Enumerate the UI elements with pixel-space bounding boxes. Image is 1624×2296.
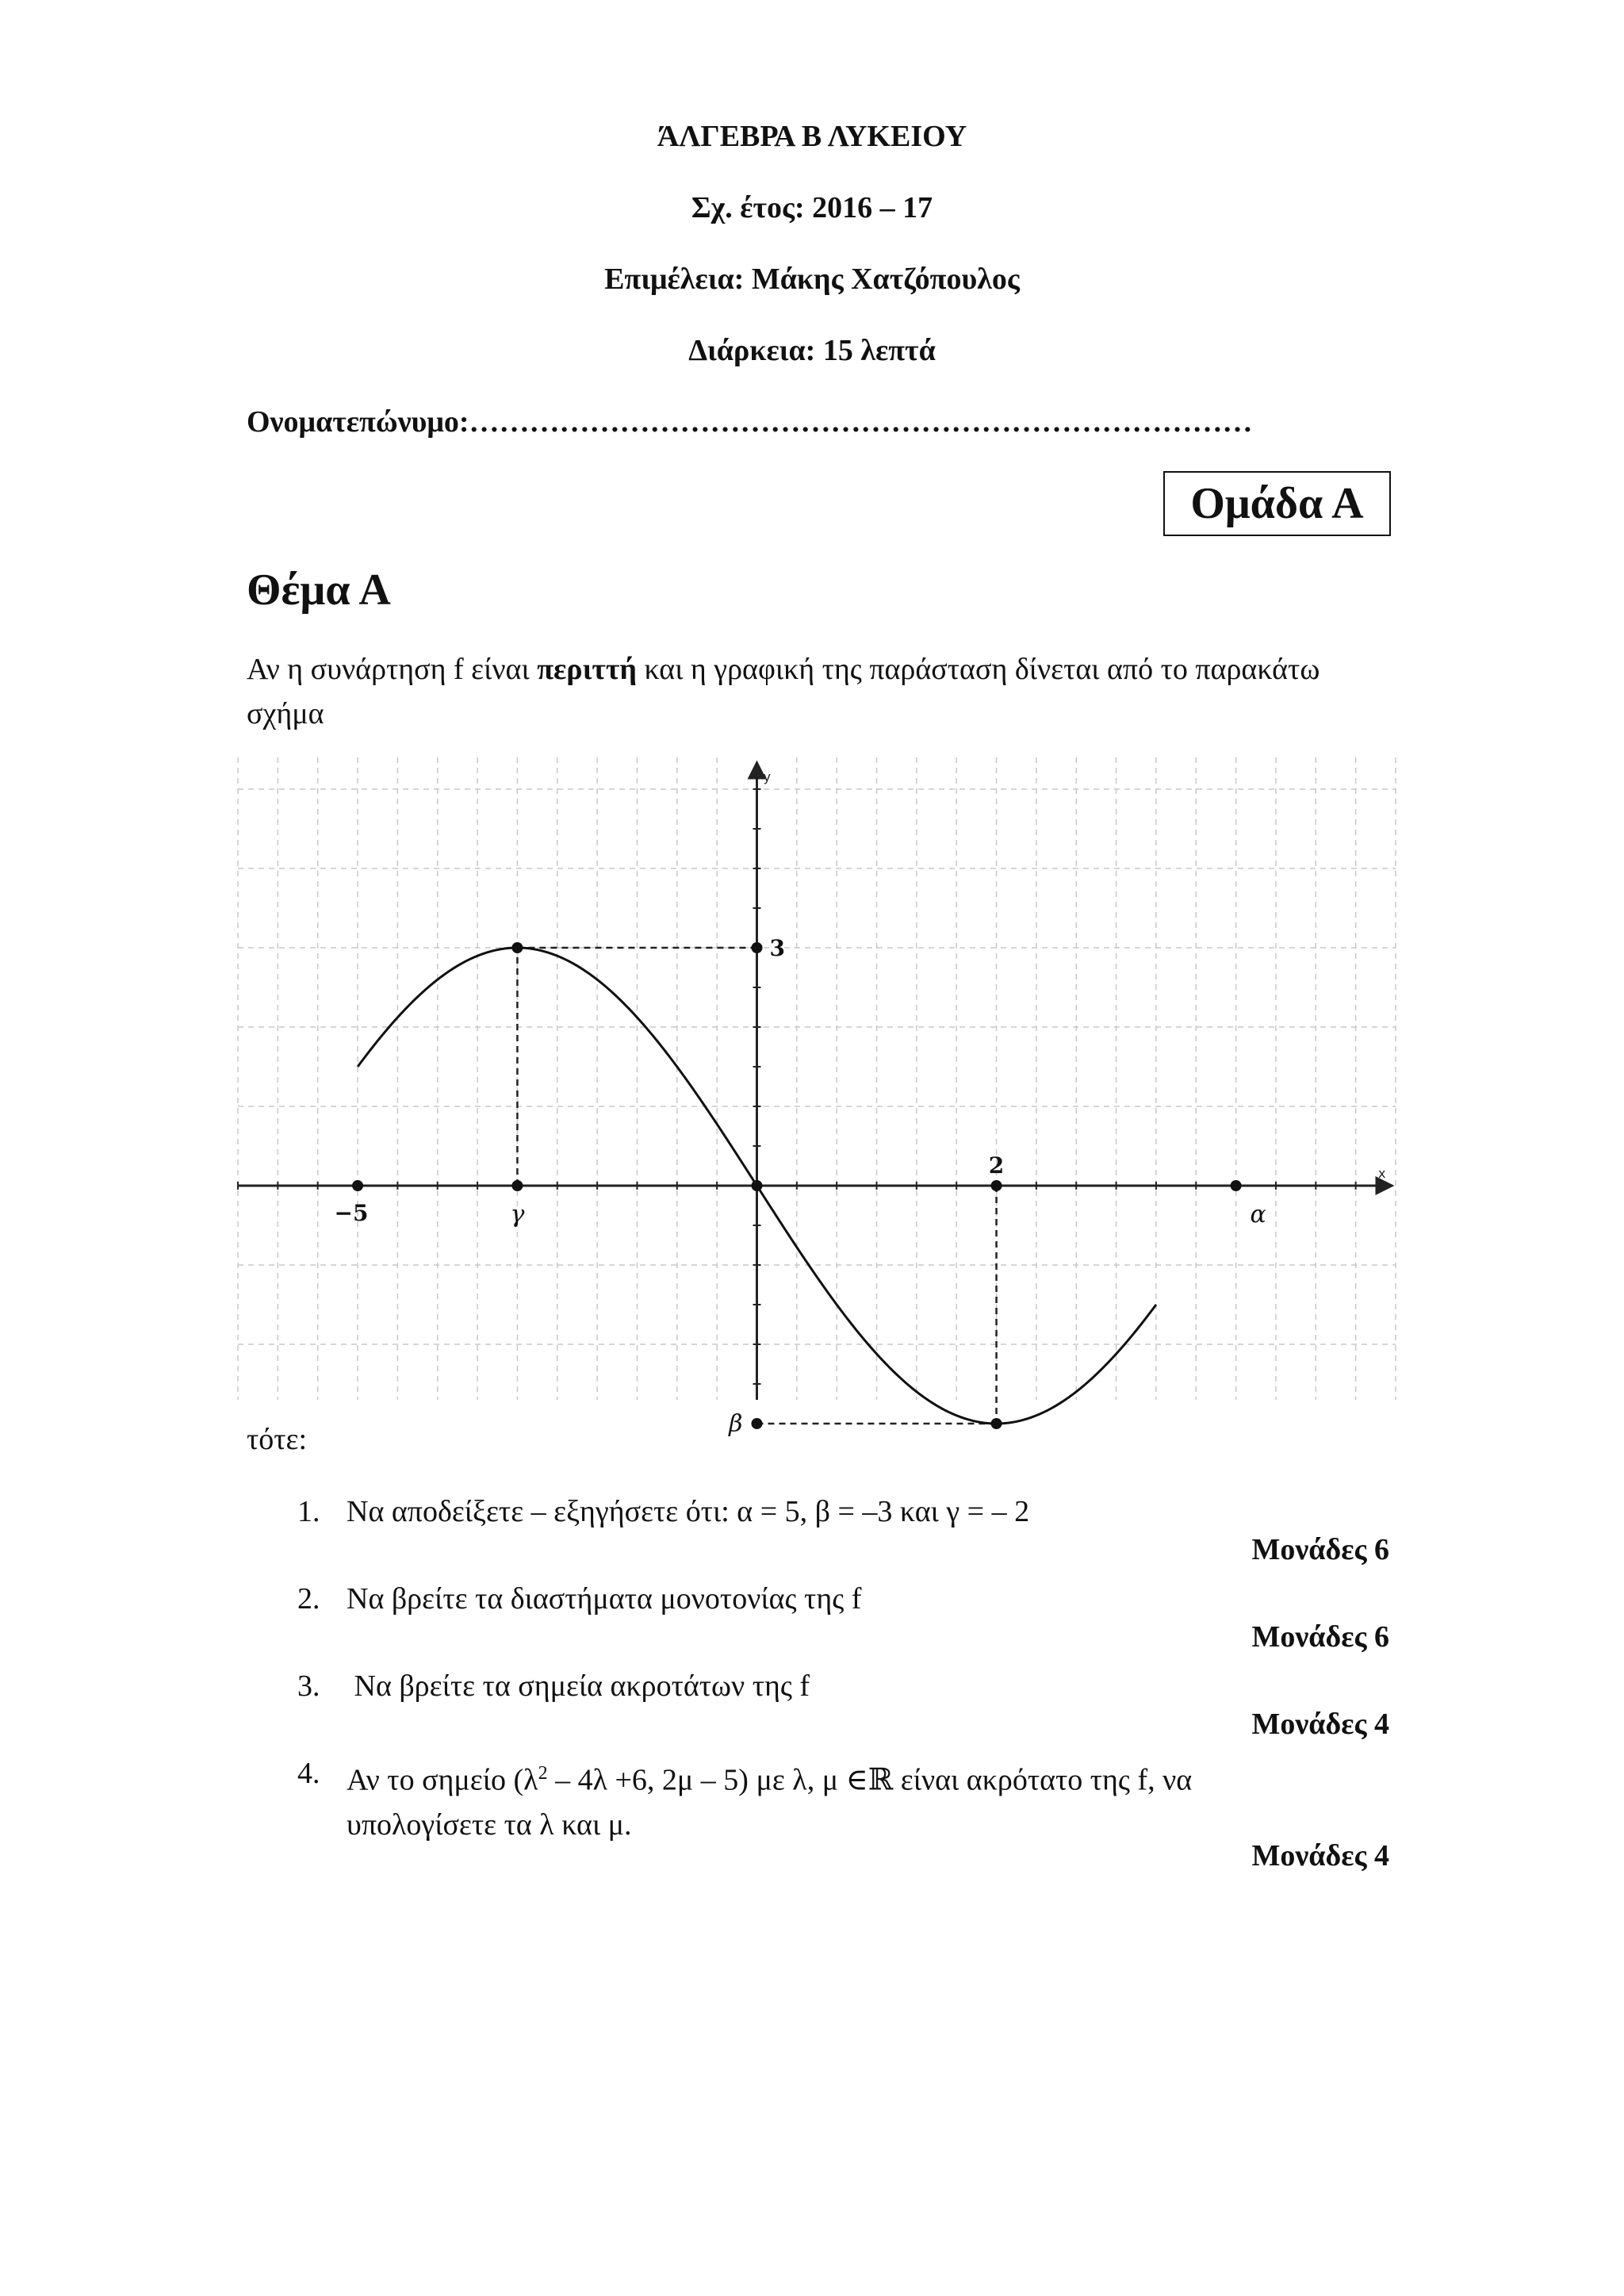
tick-label-x_two: 2 [988,1152,1005,1179]
question-number: 2. [297,1582,320,1616]
question-3 [297,1664,1392,1708]
question-text-a: Αν το σημείο (λ [347,1763,538,1797]
points-label: Μονάδες 4 [1251,1708,1389,1741]
name-field[interactable]: Ονοματεπώνυμο:…………………………………………………………………… [247,405,1253,439]
axes [238,762,1392,1400]
point-γ [511,1180,523,1191]
question-1 [297,1489,1392,1534]
question-4 [297,1751,1392,1840]
school-year: Σχ. έτος: 2016 – 17 [691,191,933,224]
question-text: Να βρείτε τα διαστήματα μονοτονίας της f [347,1582,862,1616]
x-axis-label: x [1378,1166,1386,1181]
editor: Επιμέλεια: Μάκης Χατζόπουλος [604,263,1020,296]
question-2 [297,1577,1392,1621]
point-2 [991,1180,1002,1191]
duration: Διάρκεια: 15 λεπτά [688,334,936,367]
y-axis-label: y [763,769,771,784]
point-min [991,1418,1002,1429]
group-label: Ομάδα Α [1163,471,1391,536]
intro-part2: και η γραφική της παράσταση δίνεται από το παρακάτω σχήμα [247,653,1320,730]
point-origin [751,1180,762,1191]
question-number: 4. [297,1757,320,1790]
question-text: Να αποδείξετε – εξηγήσετε ότι: α = 5, β = –3 και γ = – 2 [347,1495,1030,1528]
theme-title: Θέμα Α [247,565,391,615]
function-graph [238,757,1396,1438]
point--5 [352,1180,363,1191]
intro-bold: περιττή [537,653,637,686]
point-α [1231,1180,1242,1191]
question-number: 3. [297,1669,320,1703]
tick-label-x_gamma: γ [510,1201,525,1228]
points-label: Μονάδες 6 [1251,1620,1389,1654]
tick-label-x_alpha: α [1250,1201,1266,1228]
subject-heading: ΆΛΓΕΒΡΑ Β ΛΥΚΕΙΟΥ [657,120,967,153]
grid [238,757,1396,1400]
question-text [347,1751,1330,1847]
intro-text [247,647,1388,736]
points-label: Μονάδες 4 [1251,1839,1389,1872]
question-text: Να βρείτε τα σημεία ακροτάτων της f [347,1669,810,1703]
tick-label-y_beta: β [729,1410,743,1438]
point-β [751,1418,762,1429]
question-number: 1. [297,1495,320,1528]
point-3 [751,942,762,953]
then-label: τότε: [247,1423,308,1456]
tick-label-y_three: 3 [769,935,785,961]
tick-label-x_minus5: −5 [334,1200,369,1226]
intro-part1: Αν η συνάρτηση f είναι [247,653,538,686]
exponent: 2 [538,1763,548,1784]
points-label: Μονάδες 6 [1251,1533,1389,1566]
point-max [511,942,523,953]
question-text-b: – 4λ +6, 2μ – 5) με λ, μ ∈ℝ είναι ακρότατο της f, να υπολογίσετε τα λ και μ. [347,1763,1193,1842]
